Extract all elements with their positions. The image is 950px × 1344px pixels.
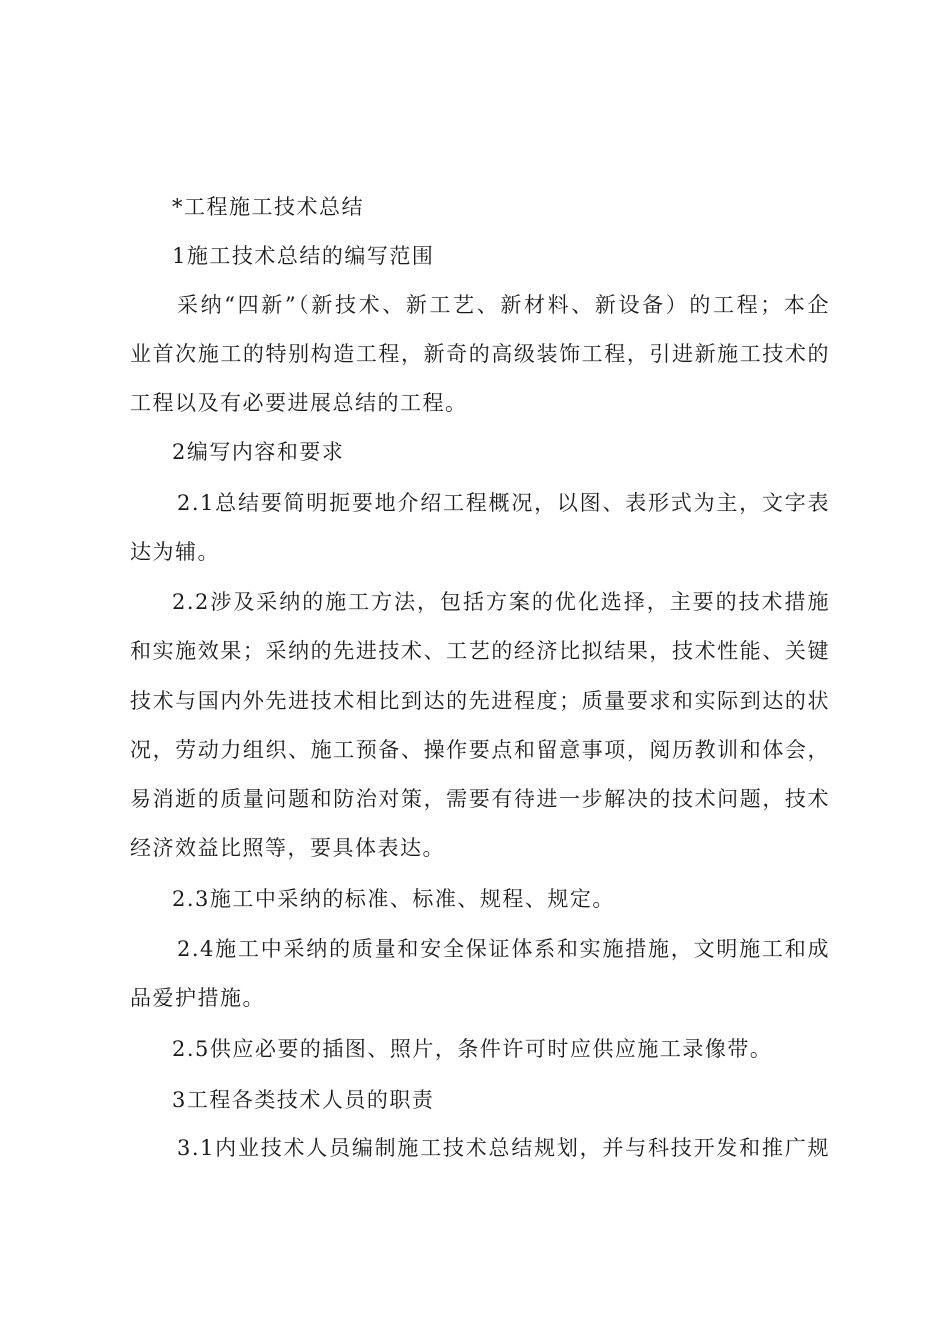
- paragraph-line: 工程以及有必要进展总结的工程。: [130, 391, 468, 415]
- paragraph-line: 易消逝的质量问题和防治对策，需要有待进一步解决的技术问题，技术: [130, 787, 830, 811]
- section-heading-1: 1施工技术总结的编写范围: [172, 244, 435, 268]
- paragraph-line: 和实施效果；采纳的先进技术、工艺的经济比拟结果，技术性能、关键: [130, 639, 830, 663]
- paragraph-line: 3.1内业技术人员编制施工技术总结规划，并与科技开发和推广规: [177, 1136, 830, 1160]
- section-heading-3: 3工程各类技术人员的职责: [172, 1088, 435, 1112]
- paragraph-line: 品爱护措施。: [130, 986, 265, 1010]
- section-heading-2: 2编写内容和要求: [172, 440, 345, 464]
- paragraph-line: 2.5供应必要的插图、照片，条件许可时应供应施工录像带。: [172, 1037, 773, 1061]
- paragraph-line: 2.1总结要简明扼要地介绍工程概况，以图、表形式为主，文字表: [177, 491, 830, 515]
- paragraph-line: 2.4施工中采纳的质量和安全保证体系和实施措施，文明施工和成: [177, 937, 830, 961]
- document-title: *工程施工技术总结: [172, 195, 364, 219]
- paragraph-line: 达为辅。: [130, 540, 220, 564]
- paragraph-line: 业首次施工的特别构造工程，新奇的高级装饰工程，引进新施工技术的: [130, 342, 830, 366]
- paragraph-line: 2.3施工中采纳的标准、标准、规程、规定。: [172, 887, 615, 911]
- paragraph-line: 况，劳动力组织、施工预备、操作要点和留意事项，阅历教训和体会，: [130, 738, 830, 762]
- paragraph-line: 采纳“四新”（新技术、新工艺、新材料、新设备）的工程；本企: [177, 293, 830, 317]
- paragraph-line: 技术与国内外先进技术相比到达的先进程度；质量要求和实际到达的状: [130, 689, 830, 713]
- paragraph-line: 2.2涉及采纳的施工方法，包括方案的优化选择，主要的技术措施: [172, 590, 830, 614]
- paragraph-line: 经济效益比照等，要具体表达。: [130, 836, 445, 860]
